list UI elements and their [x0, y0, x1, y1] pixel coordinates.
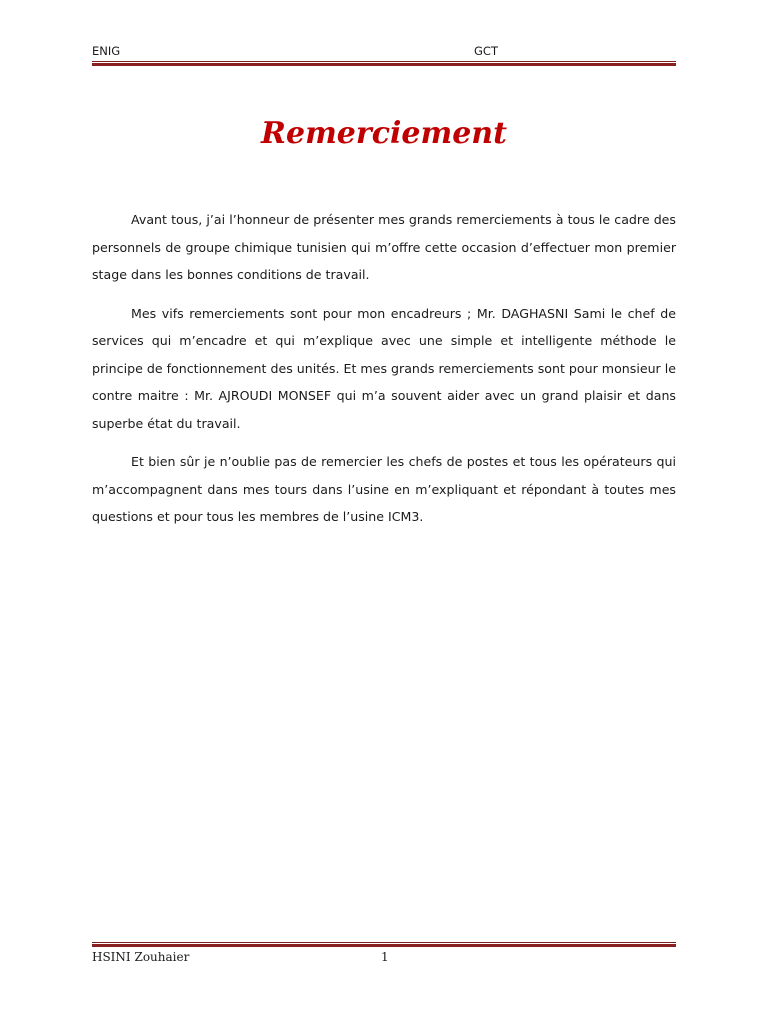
paragraph-1: Avant tous, j’ai l’honneur de présenter mes grands remerciements à tous le cadre des personnels de groupe chimique tunisien qui m’offre cette occasion d’effectuer mon premier stage dans les bonnes conditions de travail.	[92, 212, 676, 282]
page-number: 1	[381, 950, 389, 964]
page-title: Remerciement	[261, 116, 507, 151]
header-left-text: ENIG	[92, 44, 121, 58]
paragraph-3: Et bien sûr je n’oublie pas de remercier les chefs de postes et tous les opérateurs qui m’accompagnent dans mes tours dans l’usine en m’expliquant et répondant à toutes mes questions et pour tous les membres de l’usine ICM3.	[92, 454, 676, 524]
header-divider	[92, 61, 676, 66]
footer-divider	[92, 942, 676, 947]
header-center-text: GCT	[474, 44, 498, 58]
footer-author: HSINI Zouhaier	[92, 950, 190, 964]
page-header	[92, 44, 676, 58]
body-text	[92, 206, 676, 542]
paragraph-2: Mes vifs remerciements sont pour mon encadreurs ; Mr. DAGHASNI Sami le chef de services qui m’encadre et qui m’explique avec une simple et intelligente méthode le principe de fonctionnement des unités. Et mes grands remerciements sont pour monsieur le contre maitre : Mr. AJROUDI MONSEF qui m’a souvent aider avec un grand plaisir et dans superbe état du travail.	[92, 305, 676, 431]
